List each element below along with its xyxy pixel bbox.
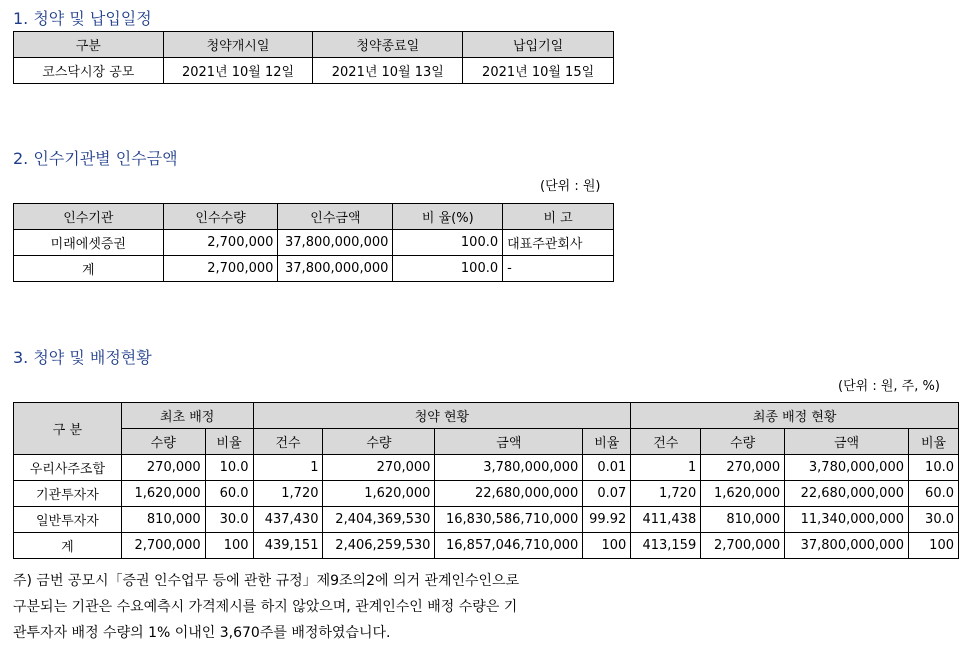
table-header-row	[14, 403, 959, 429]
table-cell: 2,404,369,530	[323, 507, 435, 533]
header-cell: 납입기일	[463, 32, 614, 58]
table-cell: 810,000	[701, 507, 785, 533]
table-cell: 11,340,000,000	[785, 507, 909, 533]
table-cell: 2,700,000	[163, 230, 278, 256]
table-cell: -	[503, 256, 614, 282]
header-cell: 청약 현황	[253, 403, 631, 429]
footnote-line: 구분되는 기관은 수요예측시 가격제시를 하지 않았으며, 관계인수인 배정 수량은 기	[13, 599, 518, 615]
table-cell: 0.07	[583, 481, 631, 507]
header-cell: 수량	[121, 429, 205, 455]
table-cell: 270,000	[121, 455, 205, 481]
table-cell: 270,000	[323, 455, 435, 481]
section-3-title: 3. 청약 및 배정현황	[13, 348, 152, 367]
table-cell: 2,700,000	[121, 533, 205, 559]
table-cell: 10.0	[205, 455, 253, 481]
table-cell: 2021년 10월 12일	[163, 58, 313, 84]
header-cell: 금액	[435, 429, 583, 455]
header-cell: 비 율(%)	[393, 204, 503, 230]
table-row	[14, 481, 959, 507]
table-cell: 270,000	[701, 455, 785, 481]
table-cell: 1	[631, 455, 701, 481]
table-cell: 1,620,000	[323, 481, 435, 507]
table-cell: 2021년 10월 13일	[313, 58, 463, 84]
table-header-row	[14, 32, 614, 58]
table-cell: 1,720	[631, 481, 701, 507]
table-cell: 2,700,000	[701, 533, 785, 559]
header-cell: 구 분	[14, 403, 122, 455]
table-header-row	[14, 204, 614, 230]
table-cell: 100	[205, 533, 253, 559]
table-cell: 411,438	[631, 507, 701, 533]
table-cell: 2,700,000	[163, 256, 278, 282]
table-cell: 100	[583, 533, 631, 559]
header-cell: 청약종료일	[313, 32, 463, 58]
header-cell: 인수기관	[14, 204, 164, 230]
table-cell: 1,620,000	[121, 481, 205, 507]
table-cell: 기관투자자	[14, 481, 122, 507]
table-cell: 일반투자자	[14, 507, 122, 533]
header-cell: 청약개시일	[163, 32, 313, 58]
table-cell: 계	[14, 256, 164, 282]
header-cell: 건수	[253, 429, 323, 455]
table-cell: 30.0	[909, 507, 959, 533]
header-cell: 최초 배정	[121, 403, 253, 429]
unit-label: (단위 : 원, 주, %)	[838, 379, 940, 394]
header-cell: 비 고	[503, 204, 614, 230]
table-cell: 1,620,000	[701, 481, 785, 507]
table-row	[14, 455, 959, 481]
table-cell: 437,430	[253, 507, 323, 533]
table-cell: 미래에셋증권	[14, 230, 164, 256]
footnote	[13, 568, 519, 646]
table-cell: 3,780,000,000	[785, 455, 909, 481]
table-cell: 2,406,259,530	[323, 533, 435, 559]
table-cell: 22,680,000,000	[435, 481, 583, 507]
header-cell: 비율	[205, 429, 253, 455]
header-cell: 인수금액	[278, 204, 393, 230]
table-cell: 30.0	[205, 507, 253, 533]
table-cell: 2021년 10월 15일	[463, 58, 614, 84]
unit-label: (단위 : 원)	[540, 179, 601, 194]
table-cell: 37,800,000,000	[278, 230, 393, 256]
section-1-title: 1. 청약 및 납입일정	[13, 9, 152, 28]
table-cell: 413,159	[631, 533, 701, 559]
table-cell: 코스닥시장 공모	[14, 58, 164, 84]
table-cell: 439,151	[253, 533, 323, 559]
schedule-table	[13, 31, 614, 84]
table-cell: 37,800,000,000	[785, 533, 909, 559]
table-cell: 37,800,000,000	[278, 256, 393, 282]
table-cell: 60.0	[205, 481, 253, 507]
table-row	[14, 58, 614, 84]
header-cell: 비율	[583, 429, 631, 455]
table-cell: 계	[14, 533, 122, 559]
table-row	[14, 230, 614, 256]
underwriting-table	[13, 203, 614, 282]
table-cell: 10.0	[909, 455, 959, 481]
table-header-row	[14, 429, 959, 455]
table-cell: 16,857,046,710,000	[435, 533, 583, 559]
table-cell: 16,830,586,710,000	[435, 507, 583, 533]
header-cell: 최종 배정 현황	[631, 403, 959, 429]
section-2-title: 2. 인수기관별 인수금액	[13, 149, 178, 168]
footnote-line: 주) 금번 공모시「증권 인수업무 등에 관한 규정」제9조의2에 의거 관계인수인으로	[13, 573, 520, 589]
table-row	[14, 507, 959, 533]
header-cell: 비율	[909, 429, 959, 455]
table-cell: 1,720	[253, 481, 323, 507]
table-cell: 1	[253, 455, 323, 481]
header-cell: 금액	[785, 429, 909, 455]
table-cell: 100.0	[393, 230, 503, 256]
header-cell: 인수수량	[163, 204, 278, 230]
table-cell: 60.0	[909, 481, 959, 507]
footnote-line: 관투자자 배정 수량의 1% 이내인 3,670주를 배정하였습니다.	[13, 625, 391, 641]
table-cell: 22,680,000,000	[785, 481, 909, 507]
table-cell: 대표주관회사	[503, 230, 614, 256]
header-cell: 수량	[701, 429, 785, 455]
allocation-table	[13, 402, 959, 559]
table-cell: 3,780,000,000	[435, 455, 583, 481]
table-cell: 우리사주조합	[14, 455, 122, 481]
header-cell: 건수	[631, 429, 701, 455]
table-cell: 810,000	[121, 507, 205, 533]
header-cell: 수량	[323, 429, 435, 455]
table-cell: 99.92	[583, 507, 631, 533]
table-cell: 100.0	[393, 256, 503, 282]
table-row	[14, 533, 959, 559]
table-cell: 0.01	[583, 455, 631, 481]
table-cell: 100	[909, 533, 959, 559]
header-cell: 구분	[14, 32, 164, 58]
table-row	[14, 256, 614, 282]
